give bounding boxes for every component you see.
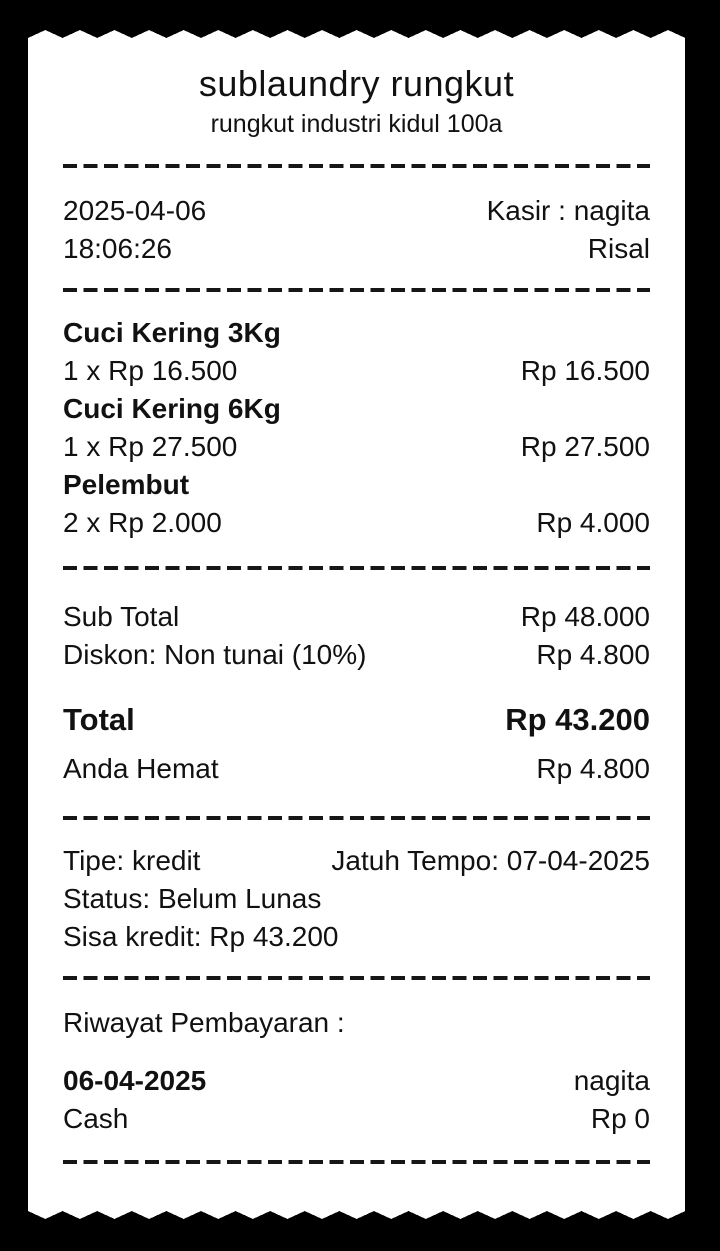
item-qty-price: 1 x Rp 16.500	[63, 355, 238, 386]
payment-status: Status: Belum Lunas	[63, 883, 322, 914]
item-amount: Rp 27.500	[520, 431, 650, 462]
subtotal-row	[63, 598, 650, 636]
item-amount: Rp 16.500	[520, 355, 650, 386]
item-name: Pelembut	[63, 469, 190, 500]
customer-name: Risal	[587, 233, 650, 264]
credit-section	[63, 842, 650, 956]
receipt	[28, 30, 685, 1219]
item-row	[63, 390, 650, 466]
cashier-name: Kasir : nagita	[486, 195, 650, 226]
torn-edge-top	[28, 30, 685, 38]
store-address: rungkut industri kidul 100a	[210, 110, 503, 138]
totals-section	[63, 598, 650, 788]
item-name: Cuci Kering 3Kg	[63, 317, 281, 348]
credit-remaining: Sisa kredit: Rp 43.200	[63, 921, 339, 952]
discount-row	[63, 636, 650, 674]
item-row	[63, 314, 650, 390]
payment-method: Cash	[63, 1103, 129, 1134]
separator	[63, 566, 650, 570]
torn-edge-bottom	[28, 1211, 685, 1219]
total-row	[63, 698, 650, 742]
receipt-paper	[28, 38, 685, 1211]
payment-history-entry	[63, 1062, 650, 1138]
item-amount: Rp 4.000	[536, 507, 650, 538]
item-qty-price: 1 x Rp 27.500	[63, 431, 238, 462]
total-amount: Rp 43.200	[505, 702, 650, 737]
receipt-meta	[63, 192, 650, 268]
savings-amount: Rp 4.800	[536, 753, 650, 784]
separator	[63, 1160, 650, 1164]
discount-label: Diskon: Non tunai (10%)	[63, 639, 367, 670]
store-name: sublaundry rungkut	[198, 63, 515, 104]
savings-row	[63, 750, 650, 788]
item-name: Cuci Kering 6Kg	[63, 393, 281, 424]
payment-type: Tipe: kredit	[63, 845, 201, 876]
separator	[63, 816, 650, 820]
receipt-time: 18:06:26	[63, 233, 172, 264]
separator	[63, 164, 650, 168]
due-date: Jatuh Tempo: 07-04-2025	[331, 845, 650, 876]
total-label: Total	[63, 702, 135, 737]
item-list	[63, 314, 650, 542]
payment-amount: Rp 0	[590, 1103, 650, 1134]
savings-label: Anda Hemat	[63, 753, 219, 784]
subtotal-amount: Rp 48.000	[520, 601, 650, 632]
receipt-date: 2025-04-06	[63, 195, 207, 226]
separator	[63, 288, 650, 292]
payment-history-title: Riwayat Pembayaran :	[63, 1007, 345, 1038]
payment-date: 06-04-2025	[63, 1065, 207, 1096]
discount-amount: Rp 4.800	[536, 639, 650, 670]
separator	[63, 976, 650, 980]
item-row	[63, 466, 650, 542]
item-qty-price: 2 x Rp 2.000	[63, 507, 222, 538]
payment-cashier: nagita	[573, 1065, 650, 1096]
subtotal-label: Sub Total	[63, 601, 180, 632]
